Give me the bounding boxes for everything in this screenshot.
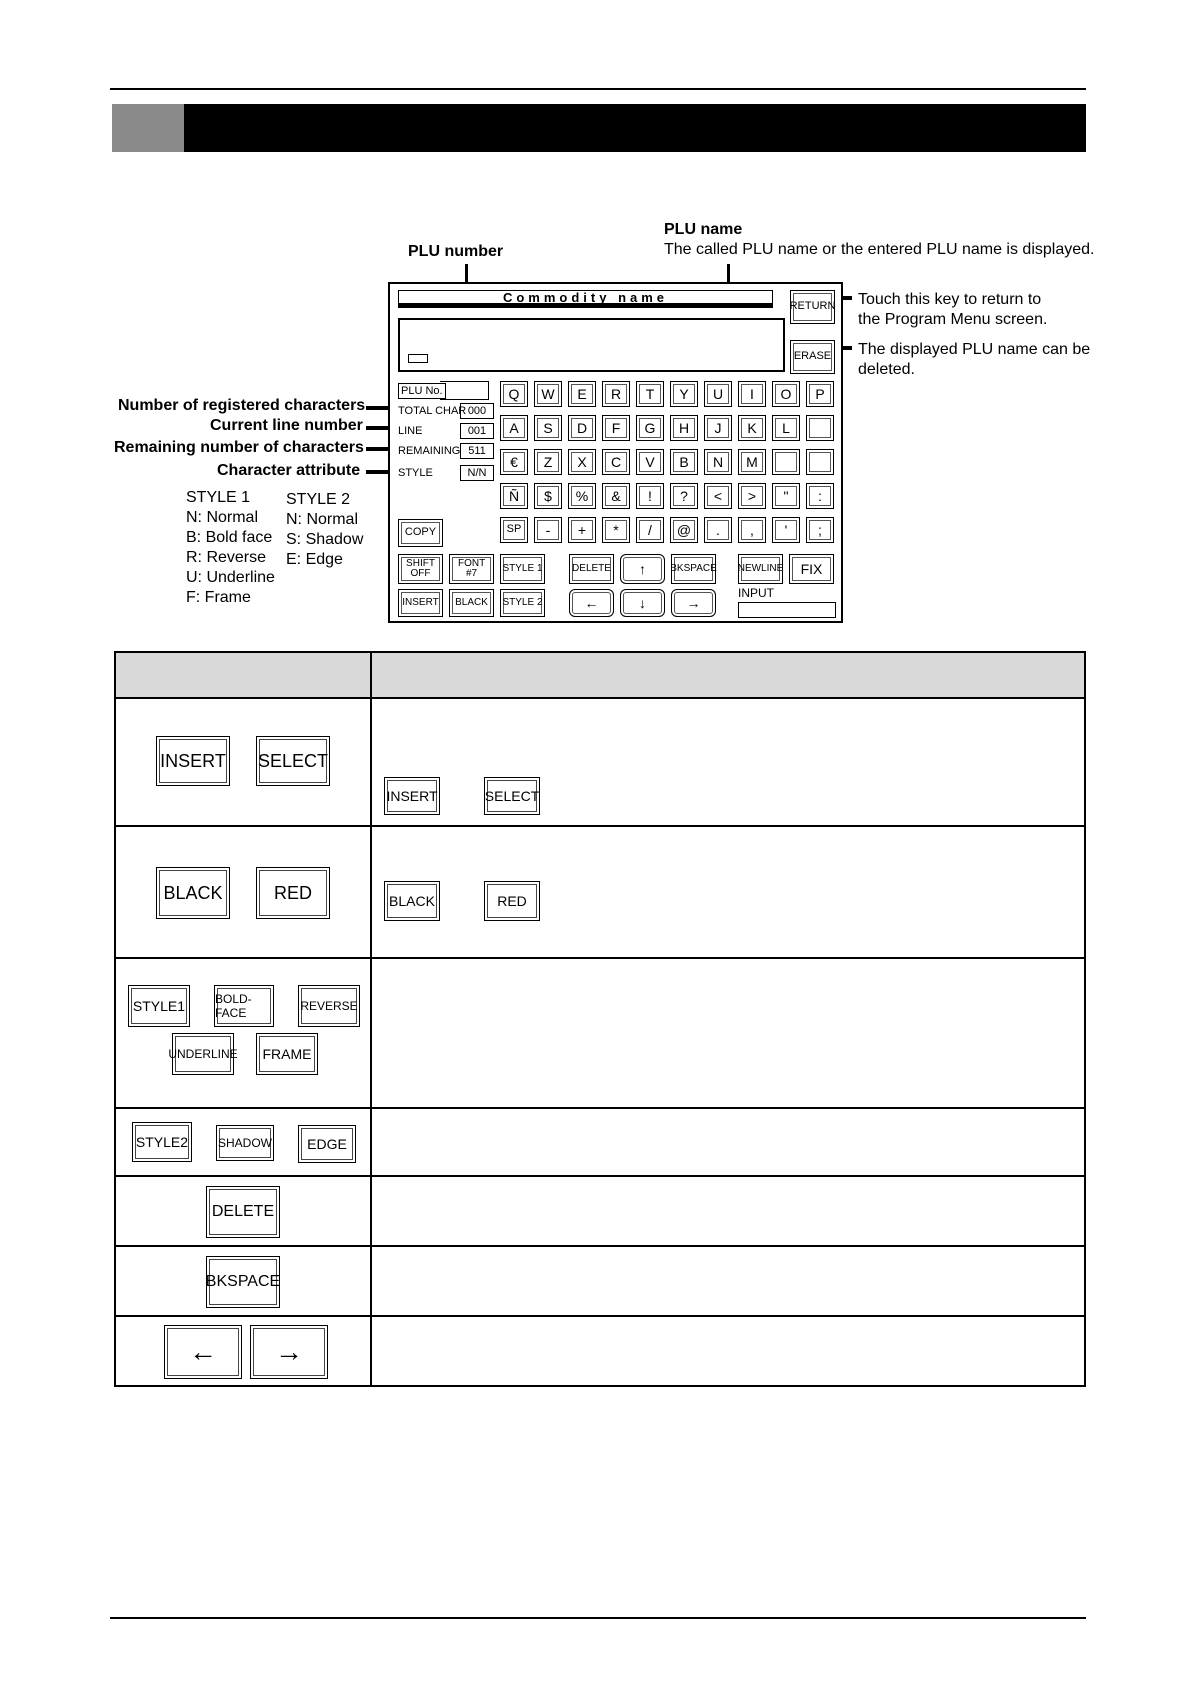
char-key-r4-c8[interactable]: ' xyxy=(772,517,800,543)
underline-key-image: UNDERLINE xyxy=(172,1033,234,1075)
char-key-r2-c0[interactable]: € xyxy=(500,449,528,475)
right-arrow-key-image: → xyxy=(250,1325,328,1379)
table-key-cell xyxy=(115,1108,371,1176)
erase-desc-1: The displayed PLU name can be xyxy=(858,341,1091,358)
plu-no-label: PLU No. xyxy=(398,383,446,399)
delete-button[interactable]: DELETE xyxy=(569,554,614,584)
reverse-key-image: REVERSE xyxy=(298,985,360,1027)
char-key-r3-c1[interactable]: $ xyxy=(534,483,562,509)
input-field[interactable] xyxy=(738,602,836,618)
total-char-value: 000 xyxy=(460,403,494,419)
bkspace-key-image: BKSPACE xyxy=(206,1256,280,1308)
char-key-r3-c5[interactable]: ? xyxy=(670,483,698,509)
erase-desc-2: deleted. xyxy=(858,361,915,378)
char-key-r3-c8[interactable]: " xyxy=(772,483,800,509)
plu-no-field[interactable] xyxy=(440,381,489,400)
char-key-r3-c4[interactable]: ! xyxy=(636,483,664,509)
remaining-chars-label: Remaining number of characters xyxy=(114,439,364,456)
shift-button[interactable]: SHIFT OFF xyxy=(398,554,443,584)
char-key-r1-c3[interactable]: F xyxy=(602,415,630,441)
return-desc-2: the Program Menu screen. xyxy=(858,311,1048,328)
table-row xyxy=(115,1246,1085,1316)
char-key-r0-c9[interactable]: P xyxy=(806,381,834,407)
char-key-r3-c3[interactable]: & xyxy=(602,483,630,509)
style1-legend-4: U: Underline xyxy=(186,569,275,586)
select-key-small: SELECT xyxy=(484,777,540,815)
cursor-indicator xyxy=(408,354,428,363)
char-key-r4-c3[interactable]: * xyxy=(602,517,630,543)
char-attribute-label: Character attribute xyxy=(217,462,361,479)
insert-key-small: INSERT xyxy=(384,777,440,815)
plu-name-title: PLU name xyxy=(664,221,743,238)
style1-legend-2: B: Bold face xyxy=(186,529,273,546)
table-key-cell xyxy=(115,1246,371,1316)
copy-button[interactable]: COPY xyxy=(398,519,443,547)
return-desc-1: Touch this key to return to xyxy=(858,291,1042,308)
style1-legend xyxy=(186,488,275,608)
erase-button[interactable]: ERASE xyxy=(790,340,835,374)
plu-number-label: PLU number xyxy=(408,243,504,260)
table-key-cell xyxy=(115,826,371,958)
style2-legend xyxy=(286,490,363,570)
table-desc-cell xyxy=(371,1316,1085,1386)
top-rule xyxy=(110,88,1086,90)
shadow-key-image: SHADOW xyxy=(216,1125,274,1161)
char-key-r0-c6[interactable]: U xyxy=(704,381,732,407)
char-key-r4-c4[interactable]: / xyxy=(636,517,664,543)
char-key-r2-c4[interactable]: V xyxy=(636,449,664,475)
char-key-r2-c9[interactable] xyxy=(806,449,834,475)
char-key-r2-c5[interactable]: B xyxy=(670,449,698,475)
char-key-r4-c6[interactable]: . xyxy=(704,517,732,543)
char-key-r4-c9[interactable]: ; xyxy=(806,517,834,543)
line-value: 001 xyxy=(460,423,494,439)
table-key-cell xyxy=(115,1176,371,1246)
select-key-image: SELECT xyxy=(256,736,330,786)
key-description-table xyxy=(114,651,1086,1387)
char-key-r4-c0[interactable]: SP xyxy=(500,517,528,543)
return-button[interactable]: RETURN xyxy=(790,290,835,324)
screen-title-bar xyxy=(398,290,773,308)
char-key-r1-c5[interactable]: H xyxy=(670,415,698,441)
char-key-r2-c3[interactable]: C xyxy=(602,449,630,475)
frame-key-image: FRAME xyxy=(256,1033,318,1075)
table-desc-cell xyxy=(371,958,1085,1108)
table-row xyxy=(115,698,1085,826)
char-key-r0-c1[interactable]: W xyxy=(534,381,562,407)
char-key-r0-c3[interactable]: R xyxy=(602,381,630,407)
style-value: N/N xyxy=(460,465,494,481)
red-key-image: RED xyxy=(256,867,330,919)
table-row xyxy=(115,826,1085,958)
char-key-r1-c0[interactable]: A xyxy=(500,415,528,441)
style2-legend-1: N: Normal xyxy=(286,511,359,528)
char-key-r2-c8[interactable] xyxy=(772,449,800,475)
newline-button[interactable]: NEWLINE xyxy=(738,554,783,584)
char-key-r4-c7[interactable]: , xyxy=(738,517,766,543)
left-arrow-button[interactable]: ← xyxy=(569,589,614,617)
red-key-small: RED xyxy=(484,881,540,921)
commodity-name-screen xyxy=(388,282,843,623)
char-key-r2-c6[interactable]: N xyxy=(704,449,732,475)
char-key-r4-c2[interactable]: + xyxy=(568,517,596,543)
style1-legend-1: N: Normal xyxy=(186,509,259,526)
style1-legend-5: F: Frame xyxy=(186,589,251,606)
style1-button[interactable]: STYLE 1 xyxy=(500,554,545,584)
char-key-r0-c0[interactable]: Q xyxy=(500,381,528,407)
table-header-key xyxy=(115,652,371,698)
char-key-r2-c2[interactable]: X xyxy=(568,449,596,475)
font-button[interactable]: FONT #7 xyxy=(449,554,494,584)
section-header-tab xyxy=(112,104,184,152)
fix-button[interactable]: FIX xyxy=(789,554,834,584)
char-key-r1-c2[interactable]: D xyxy=(568,415,596,441)
char-key-r0-c8[interactable]: O xyxy=(772,381,800,407)
line-label: LINE xyxy=(398,425,423,437)
style-label: STYLE xyxy=(398,467,433,479)
style1-legend-0: STYLE 1 xyxy=(186,489,251,506)
style2-legend-3: E: Edge xyxy=(286,551,343,568)
input-label: INPUT xyxy=(738,586,774,600)
table-desc-cell xyxy=(371,1108,1085,1176)
total-char-label: TOTAL CHAR xyxy=(398,405,467,417)
style1-legend-3: R: Reverse xyxy=(186,549,267,566)
char-key-r3-c7[interactable]: > xyxy=(738,483,766,509)
screen-title: Commodity name xyxy=(502,289,669,305)
current-line-label: Current line number xyxy=(210,417,363,434)
up-arrow-button[interactable]: ↑ xyxy=(620,554,665,584)
table-key-cell xyxy=(115,698,371,826)
char-key-r0-c7[interactable]: I xyxy=(738,381,766,407)
char-key-r3-c6[interactable]: < xyxy=(704,483,732,509)
char-key-r1-c9[interactable] xyxy=(806,415,834,441)
char-key-r0-c4[interactable]: T xyxy=(636,381,664,407)
style2-legend-2: S: Shadow xyxy=(286,531,364,548)
table-desc-cell xyxy=(371,698,1085,826)
plu-name-display[interactable] xyxy=(398,318,785,372)
table-header-description xyxy=(371,652,1085,698)
down-arrow-button[interactable]: ↓ xyxy=(620,589,665,617)
table-row xyxy=(115,1108,1085,1176)
black-key-image: BLACK xyxy=(156,867,230,919)
table-row xyxy=(115,958,1085,1108)
char-key-r2-c7[interactable]: M xyxy=(738,449,766,475)
table-key-cell xyxy=(115,1316,371,1386)
style2-key-image: STYLE2 xyxy=(132,1122,192,1162)
char-key-r1-c1[interactable]: S xyxy=(534,415,562,441)
style2-button[interactable]: STYLE 2 xyxy=(500,589,545,617)
char-key-r1-c6[interactable]: J xyxy=(704,415,732,441)
style2-legend-0: STYLE 2 xyxy=(286,491,351,508)
delete-key-image: DELETE xyxy=(206,1186,280,1238)
char-key-r0-c5[interactable]: Y xyxy=(670,381,698,407)
char-key-r1-c7[interactable]: K xyxy=(738,415,766,441)
black-key-small: BLACK xyxy=(384,881,440,921)
bkspace-button[interactable]: BKSPACE xyxy=(671,554,716,584)
insert-button[interactable]: INSERT xyxy=(398,589,443,617)
remaining-value: 511 xyxy=(460,443,494,459)
table-header-row xyxy=(115,652,1085,698)
table-desc-cell xyxy=(371,1176,1085,1246)
left-arrow-key-image: ← xyxy=(164,1325,242,1379)
plu-name-desc: The called PLU name or the entered PLU name is displayed. xyxy=(664,241,1095,258)
char-key-r4-c1[interactable]: - xyxy=(534,517,562,543)
table-desc-cell xyxy=(371,1246,1085,1316)
char-key-r3-c2[interactable]: % xyxy=(568,483,596,509)
right-arrow-button[interactable]: → xyxy=(671,589,716,617)
insert-key-image: INSERT xyxy=(156,736,230,786)
bottom-rule xyxy=(110,1617,1086,1619)
edge-key-image: EDGE xyxy=(298,1125,356,1163)
char-key-r1-c4[interactable]: G xyxy=(636,415,664,441)
table-key-cell xyxy=(115,958,371,1108)
char-key-r0-c2[interactable]: E xyxy=(568,381,596,407)
char-key-r3-c9[interactable]: : xyxy=(806,483,834,509)
table-row xyxy=(115,1176,1085,1246)
char-key-r4-c5[interactable]: @ xyxy=(670,517,698,543)
section-header-bar xyxy=(112,104,1086,152)
style1-key-image: STYLE1 xyxy=(128,985,190,1027)
table-desc-cell xyxy=(371,826,1085,958)
black-button[interactable]: BLACK xyxy=(449,589,494,617)
char-key-r2-c1[interactable]: Z xyxy=(534,449,562,475)
table-row xyxy=(115,1316,1085,1386)
char-key-r3-c0[interactable]: Ñ xyxy=(500,483,528,509)
registered-chars-label: Number of registered characters xyxy=(118,397,366,414)
char-key-r1-c8[interactable]: L xyxy=(772,415,800,441)
remaining-label: REMAINING xyxy=(398,445,461,457)
boldface-key-image: BOLD-FACE xyxy=(214,985,274,1027)
